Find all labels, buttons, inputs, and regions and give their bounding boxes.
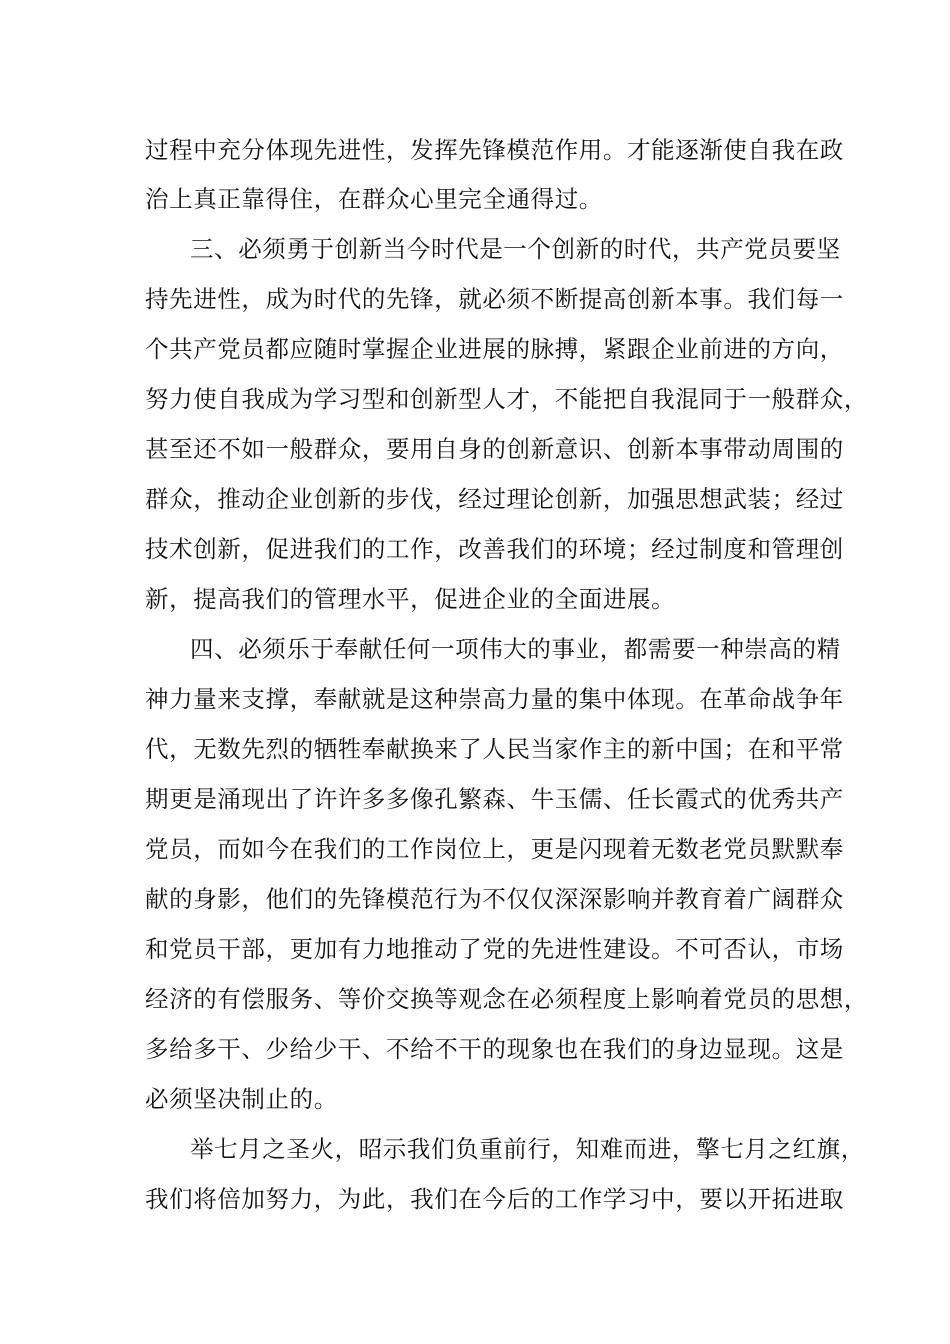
text-line: 过程中充分体现先进性，发挥先锋模范作用。才能逐渐使自我在政	[145, 136, 844, 164]
text-line: 个共产党员都应随时掌握企业进展的脉搏，紧跟企业前进的方向，	[145, 335, 844, 363]
text-line: 治上真正靠得住，在群众心里完全通得过。	[145, 185, 603, 213]
text-line: 甚至还不如一般群众，要用自身的创新意识、创新本事带动周围的	[145, 435, 844, 463]
text-line: 神力量来支撑，奉献就是这种崇高力量的集中体现。在革命战争年	[145, 685, 844, 713]
paragraph-heading-line: 三、必须勇于创新当今时代是一个创新的时代，共产党员要坚	[190, 235, 841, 263]
text-line: 党员，而如今在我们的工作岗位上，更是闪现着无数老党员默默奉	[145, 835, 844, 863]
text-line: 经济的有偿服务、等价交换等观念在必须程度上影响着党员的思想，	[145, 985, 868, 1013]
text-line: 技术创新，促进我们的工作，改善我们的环境；经过制度和管理创	[145, 535, 844, 563]
paragraph-first-line: 举七月之圣火，昭示我们负重前行，知难而进，擎七月之红旗，	[190, 1135, 865, 1163]
text-line: 新，提高我们的管理水平，促进企业的全面进展。	[145, 585, 676, 613]
text-line: 代，无数先烈的牺牲奉献换来了人民当家作主的新中国；在和平常	[145, 735, 844, 763]
text-line: 群众，推动企业创新的步伐，经过理论创新，加强思想武装；经过	[145, 485, 844, 513]
paragraph-heading-line: 四、必须乐于奉献任何一项伟大的事业，都需要一种崇高的精	[190, 635, 841, 663]
text-line: 和党员干部，更加有力地推动了党的先进性建设。不可否认，市场	[145, 935, 844, 963]
text-line: 期更是涌现出了许许多多像孔繁森、牛玉儒、任长霞式的优秀共产	[145, 785, 844, 813]
text-line: 必须坚决制止的。	[145, 1085, 338, 1113]
text-line: 努力使自我成为学习型和创新型人才，不能把自我混同于一般群众，	[145, 385, 868, 413]
text-line: 我们将倍加努力，为此，我们在今后的工作学习中，要以开拓进取	[145, 1185, 844, 1213]
text-line: 持先进性，成为时代的先锋，就必须不断提高创新本事。我们每一	[145, 285, 844, 313]
text-line: 献的身影，他们的先锋模范行为不仅仅深深影响并教育着广阔群众	[145, 885, 844, 913]
text-line: 多给多干、少给少干、不给不干的现象也在我们的身边显现。这是	[145, 1035, 844, 1063]
